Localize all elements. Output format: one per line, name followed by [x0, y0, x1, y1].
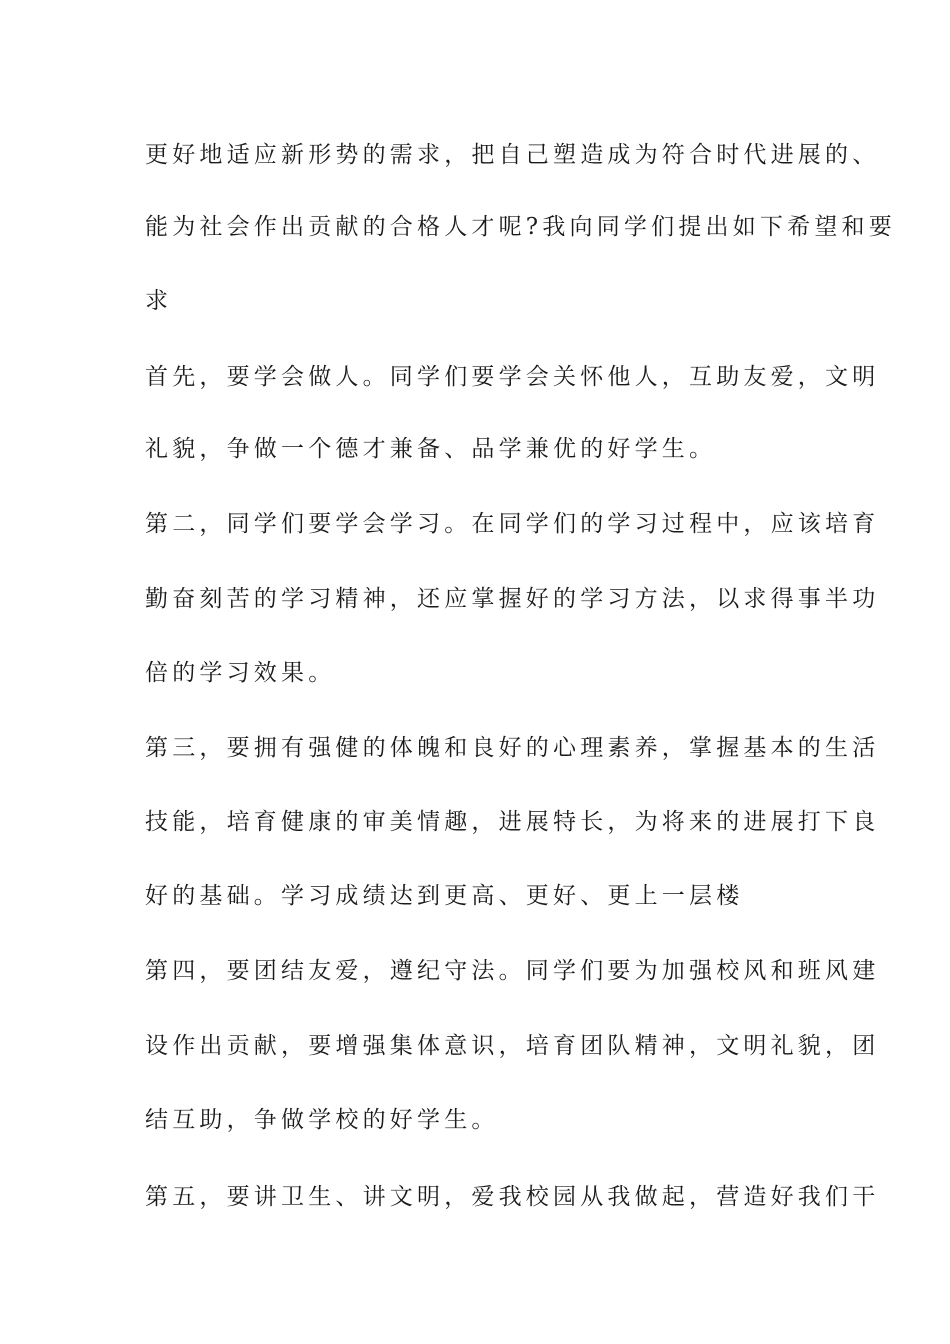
text-line: 第五，要讲卫生、讲文明，爱我校园从我做起，营造好我们干: [145, 1184, 880, 1210]
text-line: 求: [145, 288, 173, 314]
text-line: 能为社会作出贡献的合格人才呢?我向同学们提出如下希望和要: [145, 214, 896, 240]
text-line: 结互助，争做学校的好学生。: [145, 1107, 499, 1133]
text-line: 设作出贡献，要增强集体意识，培育团队精神，文明礼貌，团: [145, 1033, 880, 1059]
text-line: 技能，培育健康的审美情趣，进展特长，为将来的进展打下良: [145, 809, 880, 835]
text-line: 第三，要拥有强健的体魄和良好的心理素养，掌握基本的生活: [145, 735, 880, 761]
text-line: 第四，要团结友爱，遵纪守法。同学们要为加强校风和班风建: [145, 958, 880, 984]
text-line: 好的基础。学习成绩达到更高、更好、更上一层楼: [145, 883, 744, 909]
text-line: 第二，同学们要学会学习。在同学们的学习过程中，应该培育: [145, 511, 880, 537]
text-line: 勤奋刻苦的学习精神，还应掌握好的学习方法，以求得事半功: [145, 586, 880, 612]
text-line: 首先，要学会做人。同学们要学会关怀他人，互助友爱，文明: [145, 364, 880, 390]
text-line: 礼貌，争做一个德才兼备、品学兼优的好学生。: [145, 436, 717, 462]
text-line: 倍的学习效果。: [145, 660, 336, 686]
text-line: 更好地适应新形势的需求，把自己塑造成为符合时代进展的、: [145, 142, 880, 168]
